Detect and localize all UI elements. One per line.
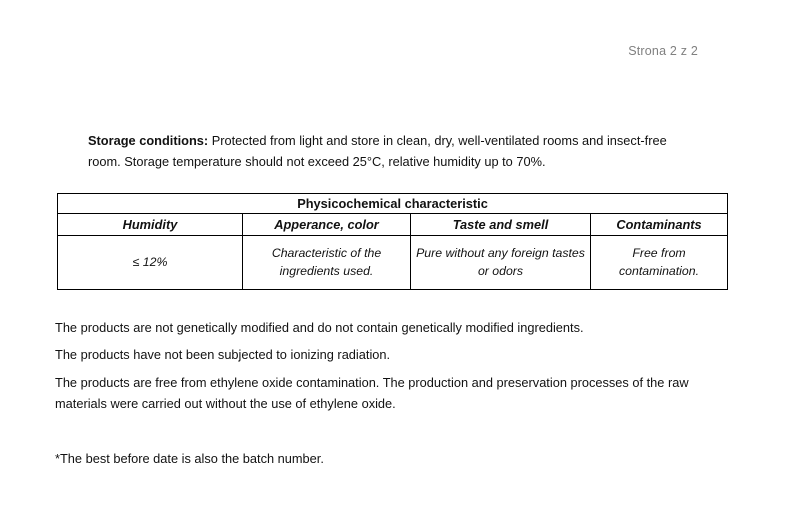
- table-title: Physicochemical characteristic: [58, 194, 728, 214]
- cell-humidity: ≤ 12%: [58, 236, 243, 290]
- batch-number-footnote: *The best before date is also the batch number.: [55, 450, 324, 466]
- column-header-humidity: Humidity: [58, 214, 243, 236]
- storage-conditions-paragraph: [88, 131, 700, 172]
- cell-appearance: Characteristic of the ingredients used.: [243, 236, 411, 290]
- physicochemical-characteristic-table: [57, 193, 728, 290]
- page-number-indicator: Strona 2 z 2: [628, 44, 698, 58]
- radiation-statement: The products have not been subjected to ionizing radiation.: [55, 346, 391, 362]
- storage-conditions-text: Protected from light and store in clean, dry, well-ventilated rooms and insect-free room. Storage temperature should not exceed 25°C, relative humidity up to 70%.: [88, 132, 667, 169]
- column-header-contaminants: Contaminants: [591, 214, 728, 236]
- table-row: [58, 236, 728, 290]
- cell-taste-smell: Pure without any foreign tastes or odors: [411, 236, 591, 290]
- column-header-appearance: Apperance, color: [243, 214, 411, 236]
- table-title-row: [58, 194, 728, 214]
- gmo-statement: The products are not genetically modified and do not contain genetically modified ingredients.: [55, 319, 584, 335]
- cell-contaminants: Free from contamination.: [591, 236, 728, 290]
- column-header-taste-smell: Taste and smell: [411, 214, 591, 236]
- storage-conditions-label: Storage conditions:: [88, 132, 209, 148]
- ethylene-oxide-statement: The products are free from ethylene oxide contamination. The production and preservation processes of the raw materials were carried out without the use of ethylene oxide.: [55, 374, 689, 411]
- table-header-row: [58, 214, 728, 236]
